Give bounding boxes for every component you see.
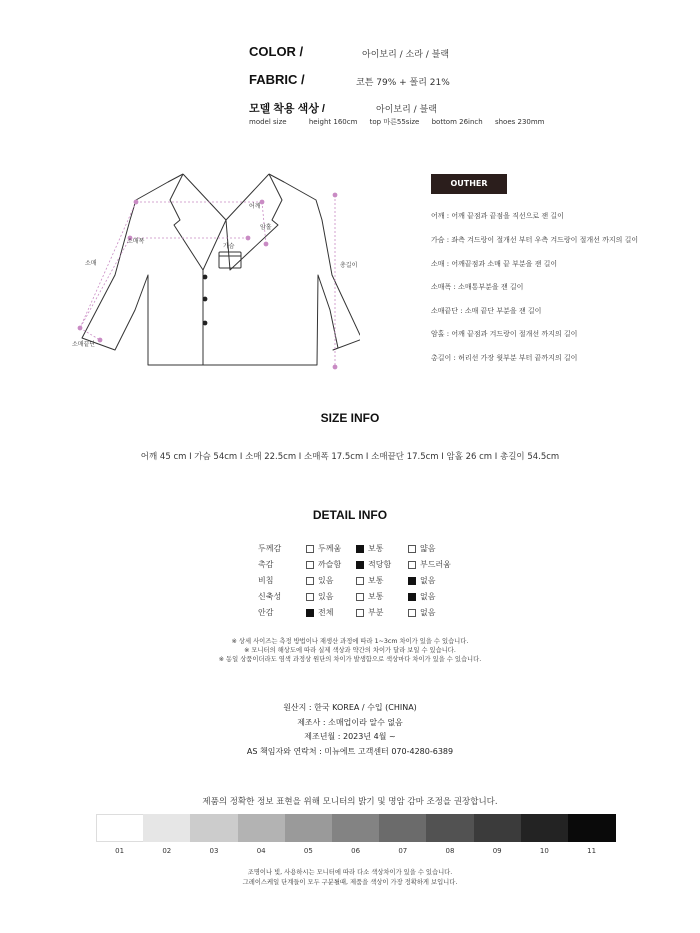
size-info-line: 어깨 45 cm I 가슴 54cm I 소매 22.5cm I 소매폭 17.5cm I 소매끝단 17.5cm I 암홀 26 cm I 총길이 54.5cm [140,452,560,462]
detail-option-label: 얇음 [420,544,436,553]
grayscale-footer-1: 조명이나 빛, 사용하시는 모니터에 따라 다소 색상차이가 있을 수 있습니다. [247,869,453,876]
label-sleeve: 소매 [85,260,97,267]
detail-info-title: DETAIL INFO [312,508,388,522]
unchecked-box-icon [408,561,416,569]
detail-option [408,607,435,618]
checked-box-icon [408,577,416,585]
outher-badge: OUTHER [431,174,507,194]
detail-option-label: 없음 [420,576,436,585]
detail-option [306,607,333,618]
grayscale-swatch-label: 04 [256,847,266,855]
detail-option-label: 전체 [318,608,334,617]
detail-option-label: 부드러움 [420,560,451,569]
detail-option [408,591,435,602]
detail-option [306,543,341,554]
grayscale-swatch [379,814,427,842]
unchecked-box-icon [356,593,364,601]
model-bottom: bottom 26inch [431,118,483,126]
label-shoulder: 어깨 [249,203,261,210]
grayscale-swatch-label: 08 [445,847,455,855]
legend-total-length: 총길이 : 허리선 가장 윗부분 부터 끝까지의 길이 [431,354,578,362]
unchecked-box-icon [356,609,364,617]
model-size-title: model size [249,118,287,126]
detail-option-label: 보통 [368,576,384,585]
grayscale-swatch [568,814,616,842]
detail-option [306,575,333,586]
detail-option-label: 부분 [368,608,384,617]
detail-option [306,591,333,602]
unchecked-box-icon [306,561,314,569]
detail-category: 신축성 [258,592,282,601]
grayscale-swatch-label: 01 [115,847,125,855]
detail-option-label: 있음 [318,576,334,585]
detail-option [356,575,383,586]
grayscale-swatch [332,814,380,842]
label-chest: 가슴 [223,243,235,250]
detail-option-label: 보통 [368,592,384,601]
model-color-value: 아이보리 / 블랙 [376,105,437,115]
detail-option [408,575,435,586]
detail-option [356,607,383,618]
checked-box-icon [408,593,416,601]
label-sleeve-end: 소매끝단 [72,341,96,348]
unchecked-box-icon [306,593,314,601]
detail-option-label: 있음 [318,592,334,601]
grayscale-swatch-label: 11 [587,847,597,855]
checked-box-icon [306,609,314,617]
label-armhole: 암홀 [260,224,272,231]
detail-option [356,559,391,570]
detail-option-label: 없음 [420,592,436,601]
fabric-label: FABRIC / [249,72,305,87]
detail-option-label: 보통 [368,544,384,553]
manufacturer-text: 제조사 : 소매업이라 알수 없음 [297,718,403,727]
unchecked-box-icon [408,545,416,553]
checked-box-icon [356,545,364,553]
grayscale-swatch [474,814,522,842]
detail-option [306,559,341,570]
label-sleeve-width: 소매폭 [127,238,145,245]
grayscale-swatch [143,814,191,842]
grayscale-swatch [285,814,333,842]
detail-option [356,591,383,602]
grayscale-title: 제품의 정확한 정보 표현을 위해 모니터의 밝기 및 명암 감마 조정을 권장합니다. [202,797,498,807]
grayscale-swatch-label: 07 [398,847,408,855]
detail-option [356,543,383,554]
grayscale-swatch-label: 02 [162,847,172,855]
note-3: ※ 동일 상품이더라도 염색 과정상 원단의 차이가 발생함으로 색상마다 차이가 있을 수 있습니다. [218,656,482,663]
detail-category: 두께감 [258,544,282,553]
legend-chest: 가슴 : 좌측 겨드랑이 절개선 부터 우측 겨드랑이 절개선 까지의 길이 [431,236,639,244]
grayscale-swatch-label: 10 [539,847,549,855]
grayscale-swatch [190,814,238,842]
legend-sleeve: 소매 : 어깨끝점과 소매 끝 부분을 잰 길이 [431,260,558,268]
model-color-label: 모델 착용 색상 / [249,103,325,115]
unchecked-box-icon [306,545,314,553]
detail-category: 촉감 [258,560,274,569]
origin-text: 원산지 : 한국 KOREA / 수입 (CHINA) [283,703,417,712]
detail-category: 비침 [258,576,274,585]
grayscale-swatch-label: 06 [351,847,361,855]
measure-points [78,193,338,370]
fabric-value: 코튼 79% + 폴리 21% [356,78,450,88]
grayscale-swatch [521,814,569,842]
detail-option-label: 두께움 [318,544,342,553]
jacket-diagram [70,160,360,390]
unchecked-box-icon [408,609,416,617]
label-total-length: 총길이 [340,262,358,269]
detail-option-label: 없음 [420,608,436,617]
detail-option-label: 까슬함 [318,560,342,569]
legend-shoulder: 어깨 : 어깨 끝점과 끝점을 직선으로 잰 길이 [431,212,564,220]
as-contact-text: AS 책임자와 연락처 : 미뉴에트 고객센터 070-4280-6389 [246,747,454,756]
color-label: COLOR / [249,44,304,59]
note-2: ※ 모니터의 해상도에 따라 실제 색상과 약간의 차이가 달라 보일 수 있습니다. [244,647,456,654]
model-height: height 160cm [308,118,358,126]
grayscale-swatch-label: 03 [209,847,219,855]
model-size-row [249,117,555,127]
legend-sleeve-end: 소매끝단 : 소매 끝단 부분을 잰 길이 [431,307,542,315]
jacket-outline [82,174,360,365]
color-value: 아이보리 / 소라 / 블랙 [362,50,450,60]
note-1: ※ 상세 사이즈는 측정 방법이나 재생산 과정에 따라 1~3cm 차이가 있을 수 있습니다. [231,638,469,645]
legend-armhole: 암홀 : 어깨 끝점과 겨드랑이 절개선 까지의 길이 [431,330,578,338]
grayscale-swatch [238,814,286,842]
measure-lines [80,195,335,367]
unchecked-box-icon [306,577,314,585]
grayscale-swatch-label: 09 [492,847,502,855]
date-text: 제조년월 : 2023년 4월 ~ [304,732,396,741]
model-top: top 마른55size [369,118,420,126]
model-shoes: shoes 230mm [494,118,545,126]
detail-option [408,559,451,570]
grayscale-swatch-label: 05 [303,847,313,855]
size-info-title: SIZE INFO [320,411,380,425]
grayscale-swatch [426,814,474,842]
legend-sleeve-width: 소매폭 : 소매통부분을 잰 길이 [431,283,524,291]
detail-option [408,543,435,554]
checked-box-icon [356,561,364,569]
grayscale-swatch [96,814,144,842]
grayscale-footer-2: 그레이스케일 단계들이 모두 구분될때, 제품을 색상이 가장 정확하게 보입니다. [242,879,458,886]
detail-category: 안감 [258,608,274,617]
detail-option-label: 적당함 [368,560,392,569]
unchecked-box-icon [356,577,364,585]
